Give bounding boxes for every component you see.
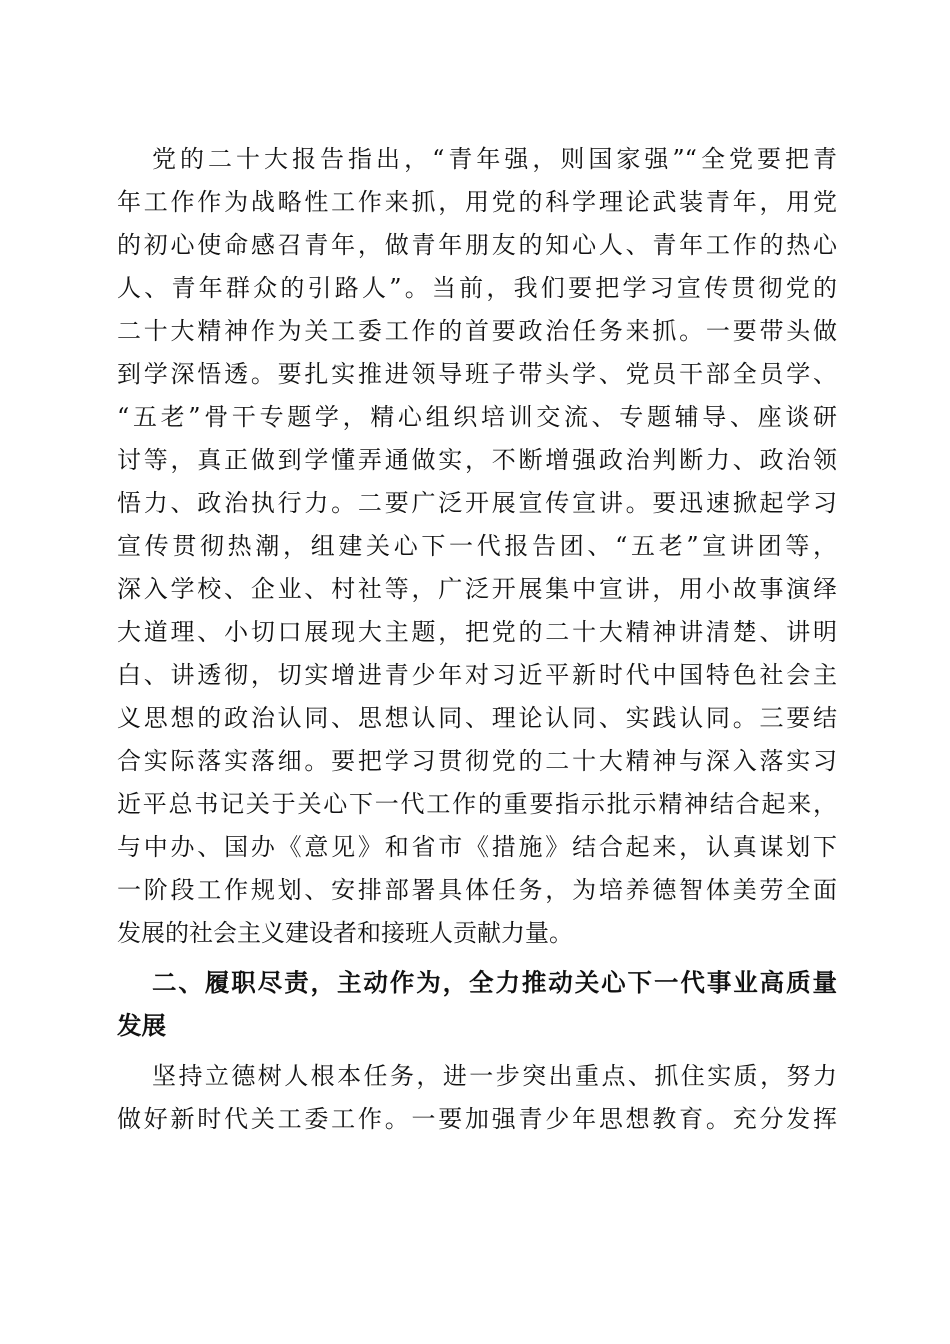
paragraph-1-line-11: 深入学校、企业、村社等，广泛开展集中宣讲，用小故事演绎	[117, 575, 837, 603]
paragraph-1-line-8: 讨等，真正做到学懂弄通做实，不断增强政治判断力、政治领	[117, 446, 837, 474]
paragraph-1-line-15: 合实际落实落细。要把学习贯彻党的二十大精神与深入落实习	[117, 747, 837, 775]
paragraph-1-line-13: 白、讲透彻，切实增进青少年对习近平新时代中国特色社会主	[117, 661, 837, 689]
paragraph-2-line-1: 坚持立德树人根本任务，进一步突出重点、抓住实质，努力	[152, 1062, 837, 1090]
paragraph-1-line-10: 宣传贯彻热潮，组建关心下一代报告团、“五老”宣讲团等，	[117, 532, 837, 560]
paragraph-1-line-2: 年工作作为战略性工作来抓，用党的科学理论武装青年，用党	[117, 188, 837, 216]
paragraph-1-line-3: 的初心使命感召青年，做青年朋友的知心人、青年工作的热心	[117, 231, 837, 259]
paragraph-1-line-12: 大道理、小切口展现大主题，把党的二十大精神讲清楚、讲明	[117, 618, 837, 646]
paragraph-1-line-16: 近平总书记关于关心下一代工作的重要指示批示精神结合起来，	[117, 790, 837, 818]
paragraph-1-line-17: 与中办、国办《意见》和省市《措施》结合起来，认真谋划下	[117, 833, 837, 861]
paragraph-1-line-4: 人、青年群众的引路人”。当前，我们要把学习宣传贯彻党的	[117, 274, 837, 302]
paragraph-1-line-19: 发展的社会主义建设者和接班人贡献力量。	[117, 919, 573, 947]
paragraph-1-line-1: 党的二十大报告指出，“青年强，则国家强”“全党要把青	[152, 145, 837, 173]
paragraph-1-line-5: 二十大精神作为关工委工作的首要政治任务来抓。一要带头做	[117, 317, 837, 345]
paragraph-1-line-14: 义思想的政治认同、思想认同、理论认同、实践认同。三要结	[117, 704, 837, 732]
paragraph-1-line-7: “五老”骨干专题学，精心组织培训交流、专题辅导、座谈研	[117, 403, 837, 431]
section-heading-2-line-2: 发展	[117, 1011, 166, 1040]
section-heading-2-line-1: 二、履职尽责，主动作为，全力推动关心下一代事业高质量	[152, 968, 837, 997]
paragraph-2-line-2: 做好新时代关工委工作。一要加强青少年思想教育。充分发挥	[117, 1105, 837, 1133]
paragraph-1-line-9: 悟力、政治执行力。二要广泛开展宣传宣讲。要迅速掀起学习	[117, 489, 837, 517]
paragraph-1-line-18: 一阶段工作规划、安排部署具体任务，为培养德智体美劳全面	[117, 876, 837, 904]
paragraph-1-line-6: 到学深悟透。要扎实推进领导班子带头学、党员干部全员学、	[117, 360, 837, 388]
